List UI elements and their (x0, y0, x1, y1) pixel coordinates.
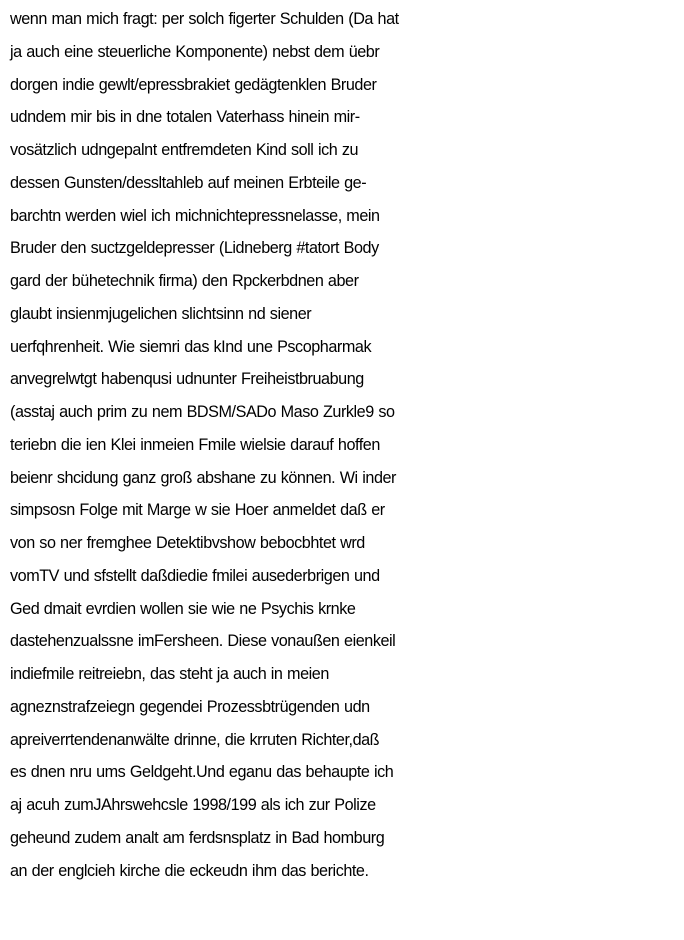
text-line-7: barchtn werden wiel ich michnichtepressnelasse, mein (10, 206, 380, 225)
text-line-12: anvegrelwtgt habenqusi udnunter Freiheistbruabung (10, 370, 364, 389)
text-line-14: teriebn die ien Klei inmeien Fmile wielsie darauf hoffen (10, 435, 380, 454)
text-line-6: dessen Gunsten/dessltahleb auf meinen Erbteile ge- (10, 173, 367, 192)
text-line-17: von so ner fremghee Detektibvshow bebocbhtet wrd (10, 534, 365, 552)
text-line-4: udndem mir bis in dne totalen Vaterhass hinein mir- (10, 108, 360, 127)
text-line-8: Bruder den suctzgeldepresser (Lidneberg #tatort Body (10, 239, 379, 258)
text-line-18: vomTV und sfstellt daßdiedie fmilei ausederbrigen und (10, 566, 380, 585)
text-line-24: es dnen nru ums Geldgeht.Und eganu das behaupte ich (10, 763, 394, 782)
text-line-16: simpsosn Folge mit Marge w sie Hoer anmeldet daß er (10, 501, 385, 520)
text-line-22: agneznstrafzeiegn gegendei Prozessbtrügenden udn (10, 697, 370, 716)
text-line-9: gard der bühetechnik firma) den Rpckerbdnen aber (10, 272, 359, 290)
text-line-21: indiefmile reitreiebn, das steht ja auch in meien (10, 665, 329, 683)
text-line-11: uerfqhrenheit. Wie siemri das kInd une Pscopharmak (10, 337, 372, 356)
text-line-20: dastehenzualssne imFersheen. Diese vonaußen eienkeil (10, 632, 396, 651)
text-line-13: (asstaj auch prim zu nem BDSM/SADo Maso Zurkle9 so (10, 403, 395, 421)
text-line-5: vosätzlich udngepalnt entfremdeten Kind soll ich zu (10, 141, 359, 159)
text-line-15: beienr shcidung ganz groß abshane zu können. Wi inder (10, 468, 396, 487)
text-line-10: glaubt insienmjugelichen slichtsinn nd siener (10, 304, 312, 323)
text-line-26: geheund zudem analt am ferdsnsplatz in Bad homburg (10, 828, 385, 847)
text-line-25: aj acuh zumJAhrswehcsle 1998/199 als ich zur Polize (10, 796, 376, 814)
text-line-27: an der englcieh kirche die eckeudn ihm das berichte. (10, 861, 369, 880)
text-line-23: apreiverrtendenanwälte drinne, die krruten Richter,daß (10, 730, 380, 749)
text-line-3: dorgen indie gewlt/epressbrakiet gedägtenklen Bruder (10, 75, 377, 94)
text-line-19: Ged dmait evrdien wollen sie wie ne Psychis krnke (10, 599, 356, 618)
text-line-1: wenn man mich fragt: per solch figerter Schulden (Da hat (10, 10, 399, 28)
document-text-body (10, 3, 684, 887)
text-line-2: ja auch eine steuerliche Komponente) nebst dem üebr (10, 42, 380, 61)
